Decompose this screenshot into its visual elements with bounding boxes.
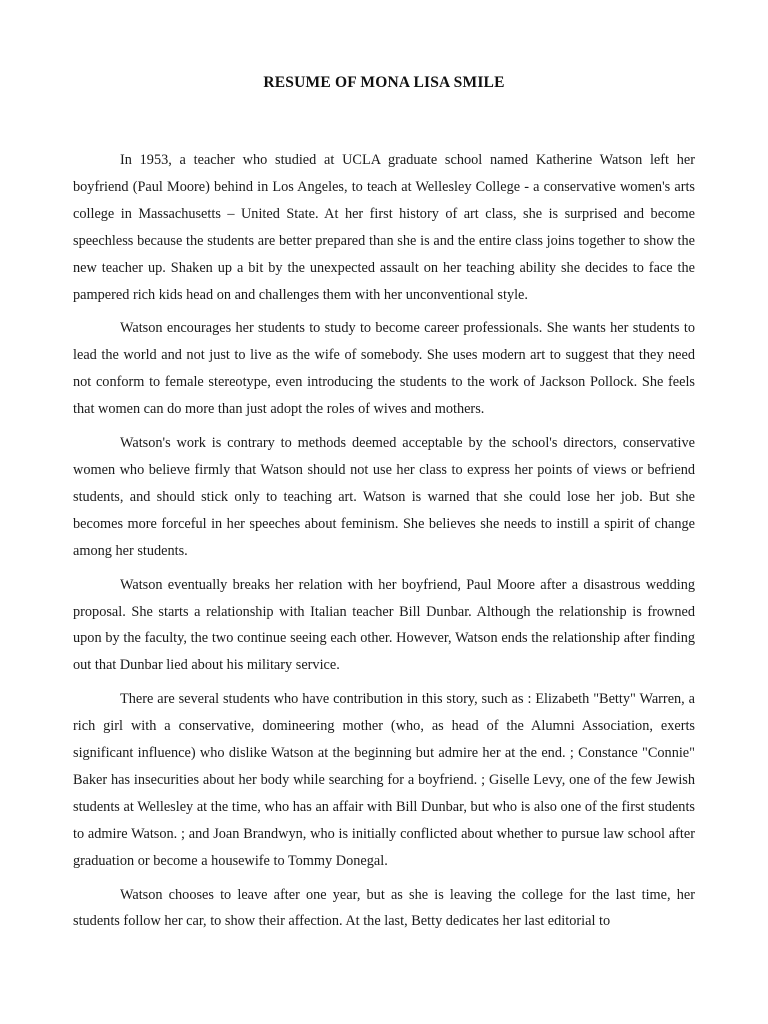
document-body xyxy=(73,147,695,942)
document-title: RESUME OF MONA LISA SMILE xyxy=(263,74,505,91)
paragraph-3: Watson's work is contrary to methods deemed acceptable by the school's directors, conservative women who believe firmly that Watson should not use her class to express her points of views or befriend students, and should stick only to teaching art. Watson is warned that she could lose her job. But she becomes more forceful in her speeches about feminism. She believes she needs to instill a spirit of change among her students. xyxy=(73,435,695,559)
paragraph-5: There are several students who have contribution in this story, such as : Elizabeth "Betty" Warren, a rich girl with a conservative, domineering mother (who, as head of the Alumni Association, exerts significant influence) who dislike Watson at the beginning but admire her at the end. ; Constance "Connie" Baker has insecurities about her body while searching for a boyfriend. ; Giselle Levy, one of the few Jewish students at Wellesley at the time, who has an affair with Bill Dunbar, but who is also one of the first students to admire Watson. ; and Joan Brandwyn, who is initially conflicted about whether to pursue law school after graduation or become a housewife to Tommy Donegal. xyxy=(73,691,695,869)
paragraph-2: Watson encourages her students to study to become career professionals. She wants her students to lead the world and not just to live as the wife of somebody. She uses modern art to suggest that they need not conform to female stereotype, even introducing the students to the work of Jackson Pollock. She feels that women can do more than just adopt the roles of wives and mothers. xyxy=(73,320,695,418)
paragraph-4: Watson eventually breaks her relation with her boyfriend, Paul Moore after a disastrous wedding proposal. She starts a relationship with Italian teacher Bill Dunbar. Although the relationship is frowned upon by the faculty, the two continue seeing each other. However, Watson ends the relationship after finding out that Dunbar lied about his military service. xyxy=(73,576,695,674)
paragraph-1: In 1953, a teacher who studied at UCLA graduate school named Katherine Watson left her boyfriend (Paul Moore) behind in Los Angeles, to teach at Wellesley College - a conservative women's arts college in Massachusetts – United State. At her first history of art class, she is surprised and become speechless because the students are better prepared than she is and the entire class joins together to show the new teacher up. Shaken up a bit by the unexpected assault on her teaching ability she decides to face the pampered rich kids head on and challenges them with her unconventional style. xyxy=(73,152,695,303)
paragraph-6: Watson chooses to leave after one year, but as she is leaving the college for the last time, her students follow her car, to show their affection. At the last, Betty dedicates her last editorial to xyxy=(73,886,695,930)
